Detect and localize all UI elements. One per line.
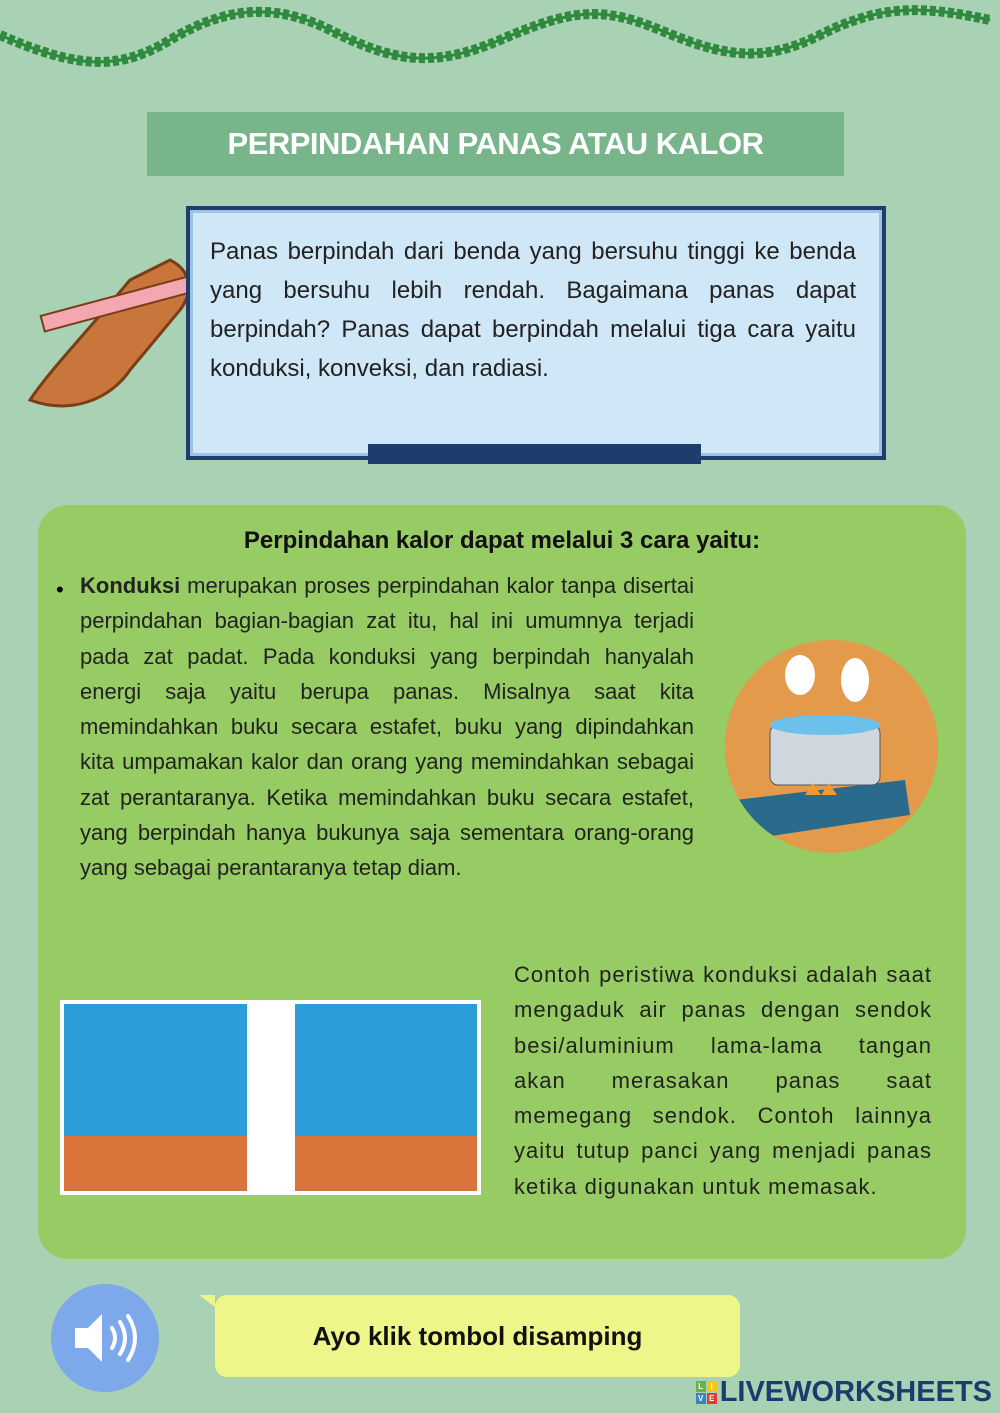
conduction-term: Konduksi [80,573,181,598]
panel-heading: Perpindahan kalor dapat melalui 3 cara yaitu: [243,527,761,554]
conduction-example: Contoh peristiwa konduksi adalah saat mengaduk air panas dengan sendok besi/aluminium lama-lama tangan akan merasakan panas saat memegang sendok. Contoh lainnya yaitu tutup panci yang menjadi panas ketika digunakan untuk memasak. [514,962,932,1199]
speaker-icon [70,1308,140,1368]
instruction-bubble: Ayo klik tombol disamping [215,1295,740,1377]
girl-hot-spoon-picture [295,1004,478,1191]
intro-text: Panas berpindah dari benda yang bersuhu tinggi ke benda yang bersuhu lebih rendah. Bagaimana panas dapat berpindah? Panas dapat berpindah melalui tiga cara yaitu konduksi, konveksi, dan radiasi. [210,238,856,382]
conduction-definition [80,568,694,886]
stove-pot-illustration [725,640,938,853]
stirring-girl-illustration [60,1000,481,1195]
audio-play-button[interactable] [51,1284,159,1392]
logo-tiles: L I V E [696,1381,717,1404]
page-title: PERPINDAHAN PANAS ATAU KALOR [147,112,844,176]
intro-text-box [186,206,886,460]
definition-text: merupakan proses perpindahan kalor tanpa disertai perpindahan bagian-bagian zat itu, hal ini umumnya terjadi pada zat padat. Pada konduksi yang berpindah hanyalah energi saja yaitu berupa panas. Misalnya saat kita memindahkan buku secara estafet, buku yang dipindahkan kita umpamakan kalor dan orang yang memindahkan sebagai zat perantaranya. Ketika memindahkan buku secara estafet, yang berpindah hanya bukunya saja sementara orang-orang yang sebagai perantaranya tetap diam. [80,573,694,881]
girl-stirring-picture [64,1004,247,1191]
liveworksheets-logo [696,1376,992,1409]
bullet-icon: • [56,577,64,602]
intro-box-bar [368,444,701,464]
vine-decoration [0,0,1000,75]
logo-text: LIVEWORKSHEETS [719,1376,992,1408]
conduction-panel [38,505,966,1259]
